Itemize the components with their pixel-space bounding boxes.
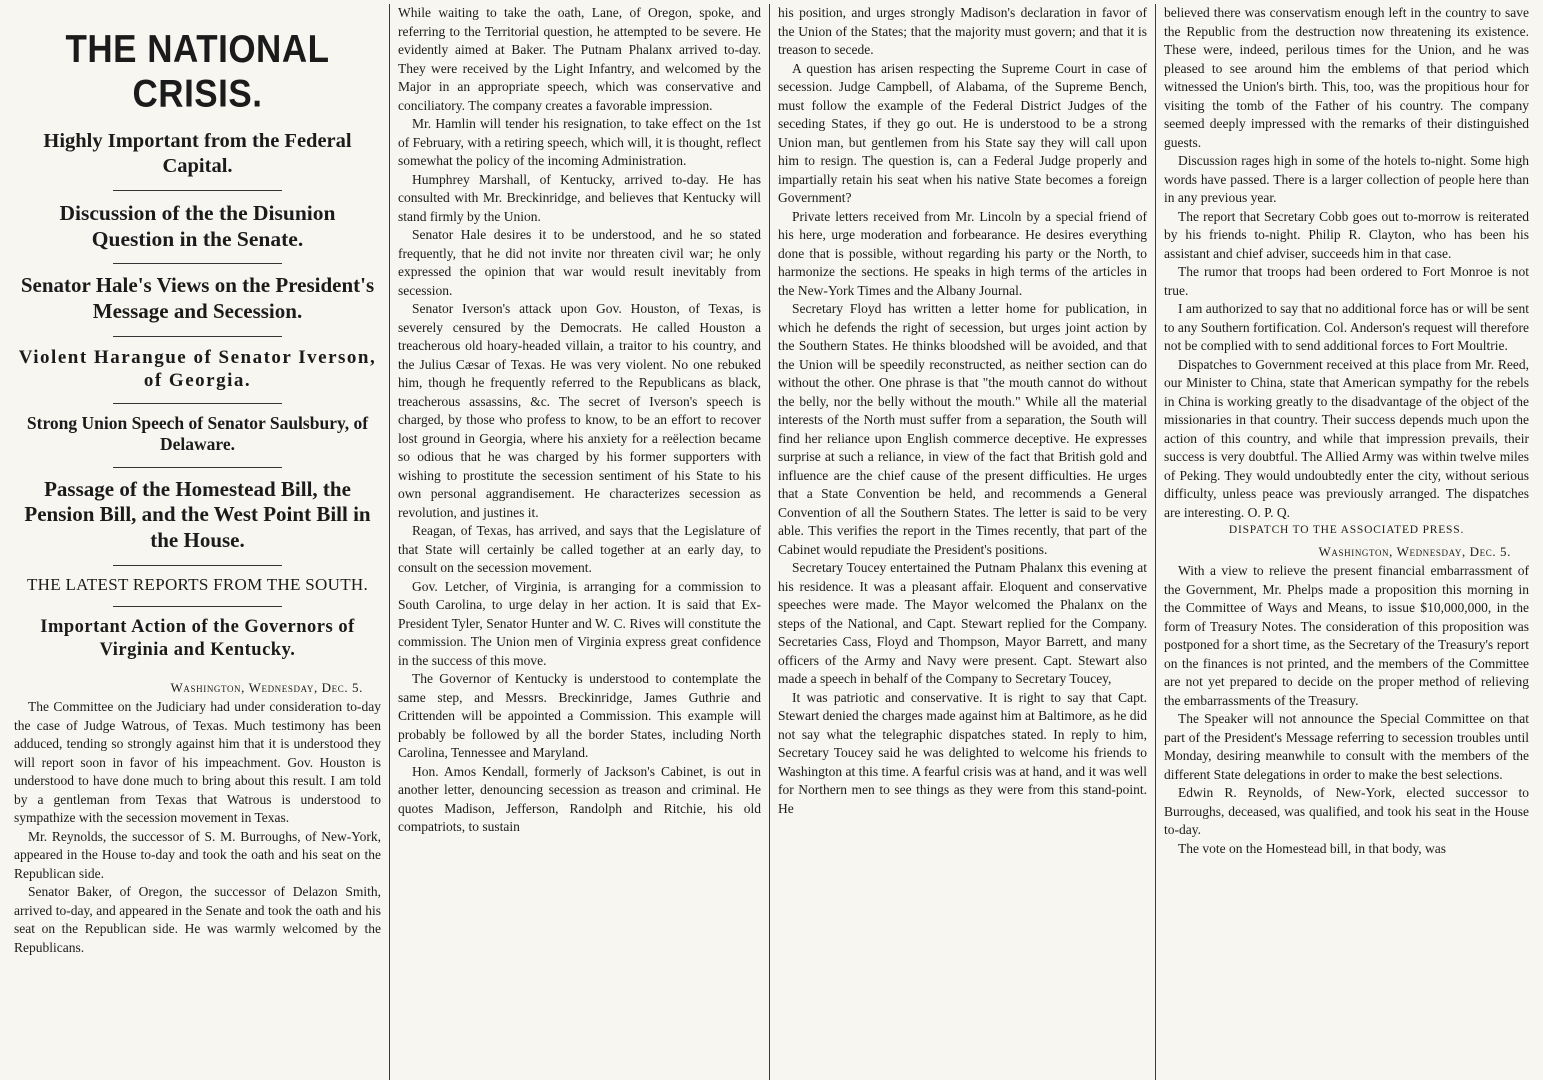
deck-6: Passage of the Homestead Bill, the Pension Bill, and the West Point Bill in the House. (24, 476, 371, 552)
article-paragraph: The Committee on the Judiciary had under consideration to-day the case of Judge Watrous, of Texas. Much testimony has been adduced, tending so strongly against him that it is understood they will report soon in favor of his impeachment. Gov. Houston is understood to have done much to bring about this result. I am told by a gentleman from Texas that Watrous is understood to sympathize with the secession movement in Texas. (14, 699, 381, 826)
article-paragraph: Senator Hale desires it to be understood, and he so stated frequently, that he did not invite nor threaten civil war; he only expressed the opinion that war would result inevitably from secession. (398, 227, 761, 298)
article-paragraph: Senator Baker, of Oregon, the successor of Delazon Smith, arrived to-day, and appeared in the Senate and took the oath and his seat on the Republican side. He was warmly welcomed by the Republicans. (14, 884, 381, 955)
article-paragraph: The rumor that troops had been ordered to Fort Monroe is not true. (1164, 264, 1529, 298)
article-paragraph: Reagan, of Texas, has arrived, and says that the Legislature of that State will certainly be called together at an early day, to consult on the secession movement. (398, 523, 761, 575)
article-paragraph: his position, and urges strongly Madison's declaration in favor of the Union of the States; that the majority must govern; and that it is treason to secede. (778, 5, 1147, 57)
column-2 (390, 4, 770, 1080)
article-paragraph: Discussion rages high in some of the hotels to-night. Some high words have passed. There is a larger collection of people here than in any previous year. (1164, 153, 1529, 205)
article-paragraph: Secretary Toucey entertained the Putnam Phalanx this evening at his residence. It was a pleasant affair. Eloquent and conservative speeches were made. The Mayor welcomed the Phalanx on the steps of the National, and Capt. Stewart replied for the Company. Secretaries Cass, Floyd and Thompson, Mayor Barrett, and many officers of the Army and Navy were present. Capt. Stewart also made a speech in behalf of the Company to Secretary Toucey, (778, 560, 1147, 686)
article-paragraph: While waiting to take the oath, Lane, of Oregon, spoke, and referring to the Territorial question, he attempted to be severe. He evidently aimed at Baker. The Putnam Phalanx arrived to-day. They were received by the Light Infantry, and welcomed by the Major in an appropriate speech, which was conservative and conciliatory. The company creates a favorable impression. (398, 5, 761, 113)
article-paragraph: The Governor of Kentucky is understood to contemplate the same step, and Messrs. Breckinridge, James Guthrie and Crittenden will be appointed a Commission. This example will probably be followed by all the border States, including North Carolina, Tennessee and Maryland. (398, 671, 761, 760)
deck-5: Strong Union Speech of Senator Saulsbury, of Delaware. (26, 413, 369, 455)
article-paragraph: believed there was conservatism enough left in the country to save the Republic from the destruction now threatening its existence. These were, indeed, perilous times for the Union, and he was pleased to see around him the emblems of that period which witnessed the Union's birth. This, too, was the propitious hour for visiting the tomb of the Father of his country. The company seemed deeply impressed with the remarks of their distinguished guests. (1164, 5, 1529, 150)
dateline: Washington, Wednesday, Dec. 5. (170, 680, 363, 696)
deck-4: Violent Harangue of Senator Iverson, of Georgia. (18, 346, 377, 391)
article-paragraph: Dispatches to Government received at this place from Mr. Reed, our Minister to China, state that American sympathy for the rebels in China is working greatly to the disadvantage of the object of the missionaries in that country. Their success depends much upon the action of this country, and while that impression prevails, their success is very doubtful. The Allied Army was within twelve miles of Peking. They would undoubtedly enter the city, without serious difficulty, unless peace was previously arranged. The dispatches are interesting. O. P. Q. (1164, 356, 1529, 520)
article-paragraph: The vote on the Homestead bill, in that body, was (1178, 840, 1446, 856)
dateline: Washington, Wednesday, Dec. 5. (1318, 544, 1511, 559)
article-paragraph: Secretary Floyd has written a letter home for publication, in which he defends the right of secession, but urges joint action by the Southern States. He thinks bloodshed will be avoided, and that the Union will be speedily reconstructed, as neither section can do without the other. One phrase is that "the mouth cannot do without the belly, nor the belly without the mouth." While all the material interests of the North must suffer from a separation, the South will find her reliance upon English commerce deceptive. He expresses surprise at such a reliance, in view of the fact that British gold and influence are the chief cause of the present difficulties. He urges that a State Convention be held, and recommends a General Convention of all the Southern States. The letter is said to be very able. This verifies the report in the Times recently, that part of the Cabinet would repudiate the President's positions. (778, 301, 1147, 557)
article-paragraph: Edwin R. Reynolds, of New-York, elected successor to Burroughs, deceased, was qualified, and took his seat in the House to-day. (1164, 785, 1529, 837)
article-paragraph: The report that Secretary Cobb goes out to-morrow is reiterated by his friends to-night. Philip R. Clayton, who has been his assistant and chief adviser, succeeds him in that case. (1164, 208, 1529, 261)
article-paragraph: It was patriotic and conservative. It is right to say that Capt. Stewart denied the charges made against him at Baltimore, as he did not say what the telegraphic dispatches stated. In reply to him, Secretary Toucey said he was delighted to welcome his friends to Washington at this time. A fearful crisis was at hand, and it was well for Northern men to see things as they were from this stand-point. He (778, 689, 1147, 816)
article-paragraph: Hon. Amos Kendall, formerly of Jackson's Cabinet, is out in another letter, denouncing secession as treason and criminal. He quotes Madison, Jefferson, Randolph and Ritchie, his old compatriots, to sustain (398, 763, 761, 834)
article-paragraph: I am authorized to say that no additional force has or will be sent to any Southern fortification. Col. Anderson's request will therefore not be complied with to send additional forces to Fort Moultrie. (1164, 301, 1529, 353)
deck-3: Senator Hale's Views on the President's Message and Secession. (20, 273, 375, 324)
column-4 (1156, 4, 1537, 1080)
column-1 (6, 4, 390, 1080)
article-paragraph: Mr. Reynolds, the successor of S. M. Burroughs, of New-York, appeared in the House to-day and took the oath and his seat on the Republican side. (14, 828, 381, 881)
article-paragraph: The Speaker will not announce the Special Committee on that part of the President's Message referring to secession troubles until Monday, desiring meanwhile to consult with the members of the different State delegations in order to make the best selections. (1164, 711, 1529, 782)
deck-8: Important Action of the Governors of Virginia and Kentucky. (40, 617, 355, 660)
deck-2: Discussion of the the Disunion Question in the Senate. (59, 201, 336, 252)
article-paragraph: A question has arisen respecting the Supreme Court in case of secession. Judge Campbell, of Alabama, of the Supreme Bench, must follow the example of the Federal District Judges of the seceding States, if they go out. He is understood to be a strong Union man, but gentlemen from his State say they will call upon him to resign. The question is, can a Federal Judge properly and impartially retain his seat when his native State becomes a foreign Government? (778, 60, 1147, 205)
column-3 (770, 4, 1156, 1080)
sub-headline: DISPATCH TO THE ASSOCIATED PRESS. (1228, 524, 1465, 536)
article-paragraph: Humphrey Marshall, of Kentucky, arrived to-day. He has consulted with Mr. Breckinridge, and believes that Kentucky will stand firmly by the Union. (398, 171, 761, 224)
article-paragraph: With a view to relieve the present financial embarrassment of the Government, Mr. Phelps made a proposition this morning in the Committee of Ways and Means, to issue $10,000,000, in the form of Treasury Notes. The consideration of this proposition was postponed for a short time, as the Secretary of the Treasury's report on the finances is not printed, and the members of the Committee are not yet prepared to decide on the proper method of relieving the embarrassments of the Treasury. (1164, 563, 1529, 708)
article-paragraph: Private letters received from Mr. Lincoln by a special friend of his here, urge moderation and forbearance. He desires everything done that is possible, without regarding his party or the North, to harmonize the sections. He speaks in high terms of the articles in the New-York Times and the Albany Journal. (778, 208, 1147, 298)
deck-7: THE LATEST REPORTS FROM THE SOUTH. (26, 574, 369, 594)
headline: THE NATIONAL CRISIS. (65, 27, 330, 116)
article-paragraph: Senator Iverson's attack upon Gov. Houston, of Texas, is severely censured by the Democrats. He called Houston a treacherous old hoary-headed villain, a traitor to his country, and the Julius Cæsar of Texas. He was very violent. No one rebuked him, though he frequently referred to the Republicans as black, treacherous assassins, &c. The secret of Iverson's speech is charged, by those who profess to know, to be an effort to recover lost ground in Georgia, where his anxiety for a reëlection became so odious that he was charged by his former supporters with wishing to prostitute the secession sentiment of his State to his own personal aggrandisement. He characterizes secession as revolution, and justines it. (398, 301, 761, 520)
article-paragraph: Mr. Hamlin will tender his resignation, to take effect on the 1st of February, with a retiring speech, which will, it is thought, reflect somewhat the policy of the incoming Administration. (398, 116, 761, 168)
deck-1: Highly Important from the Federal Capital. (43, 130, 352, 177)
article-paragraph: Gov. Letcher, of Virginia, is arranging for a commission to South Carolina, to urge delay in her action. It is said that Ex-President Tyler, Senator Hunter and W. C. Rives will constitute the commission. The Union men of Virginia express great confidence in the success of this move. (398, 578, 761, 668)
